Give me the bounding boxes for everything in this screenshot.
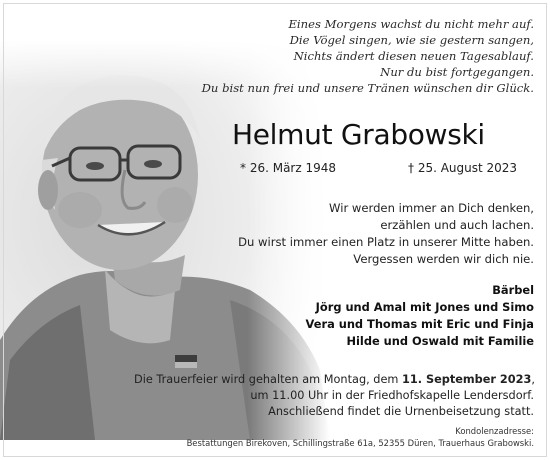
service-line: um 11.00 Uhr in der Friedhofskapelle Lendersdorf. xyxy=(250,389,534,402)
deceased-name: Helmut Grabowski xyxy=(232,118,485,151)
service-date: 11. September 2023 xyxy=(402,373,532,386)
poem-line: Du bist nun frei und unsere Tränen wünschen dir Glück. xyxy=(201,81,534,95)
service-line xyxy=(134,372,534,388)
condolence-text: Bestattungen Birekoven, Schillingstraße 61a, 52355 Düren, Trauerhaus Grabowski. xyxy=(186,438,534,448)
birth-date: * 26. März 1948 xyxy=(240,161,337,175)
death-date: † 25. August 2023 xyxy=(408,161,518,175)
remembrance-line: erzählen und auch lachen. xyxy=(380,218,534,232)
service-comma: , xyxy=(531,373,535,386)
remembrance-line: Vergessen werden wir dich nie. xyxy=(353,252,534,266)
condolence-label: Kondolenzadresse: xyxy=(455,426,534,436)
remembrance-text xyxy=(194,200,534,268)
service-intro: Die Trauerfeier wird gehalten am Montag, dem xyxy=(134,373,403,386)
poem-line: Nichts ändert diesen neuen Tagesablauf. xyxy=(293,49,534,63)
poem-line: Die Vögel singen, wie sie gestern sangen, xyxy=(289,33,534,47)
remembrance-line: Du wirst immer einen Platz in unserer Mitte haben. xyxy=(238,235,534,249)
service-details xyxy=(134,372,534,420)
family-line: Vera und Thomas mit Eric und Finja xyxy=(305,317,534,331)
family-line: Bärbel xyxy=(492,283,534,297)
poem-line: Eines Morgens wachst du nicht mehr auf. xyxy=(288,17,534,31)
remembrance-line: Wir werden immer an Dich denken, xyxy=(329,201,534,215)
condolence-address xyxy=(14,425,534,449)
family-line: Jörg und Amal mit Jones und Simo xyxy=(315,300,534,314)
service-line: Anschließend findet die Urnenbeisetzung statt. xyxy=(268,405,534,418)
family-members xyxy=(194,282,534,350)
poem-line: Nur du bist fortgegangen. xyxy=(380,65,534,79)
poem xyxy=(114,16,534,96)
family-line: Hilde und Oswald mit Familie xyxy=(346,334,534,348)
